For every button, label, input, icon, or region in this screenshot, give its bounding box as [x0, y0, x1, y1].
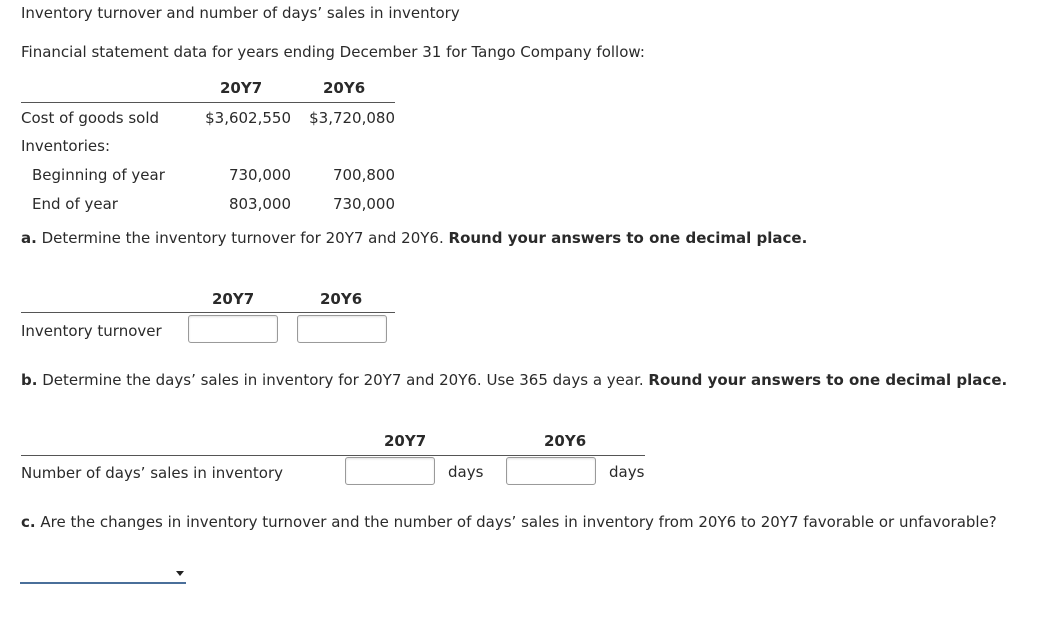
part-b-text: Determine the days’ sales in inventory for 20Y7 and 20Y6. Use 365 days a year.: [37, 371, 649, 389]
beginning-20y7: 730,000: [228, 166, 291, 184]
part-b-header-20y6: 20Y6: [544, 432, 587, 450]
row-label-cogs: Cost of goods sold: [21, 109, 160, 127]
end-20y6: 730,000: [332, 195, 395, 213]
table-header-rule: [21, 102, 395, 103]
table-header-20y6: 20Y6: [323, 79, 366, 97]
days-unit-20y6: days: [609, 463, 645, 481]
part-a-prefix: a.: [21, 229, 37, 247]
table-header-20y7: 20Y7: [220, 79, 263, 97]
days-sales-20y7-input[interactable]: [345, 457, 435, 485]
part-c-prefix: c.: [21, 513, 36, 531]
part-a-question: [21, 229, 807, 247]
row-label-inventories: Inventories:: [21, 137, 111, 155]
chevron-down-icon: [176, 571, 184, 576]
cogs-20y7: $3,602,550: [205, 109, 291, 127]
part-c-question: [21, 513, 997, 531]
page-title: Inventory turnover and number of days’ sales in inventory: [21, 4, 460, 22]
part-a-header-20y7: 20Y7: [212, 290, 255, 308]
part-b-question: [21, 371, 1007, 389]
inventory-turnover-20y7-input[interactable]: [188, 315, 278, 343]
days-sales-20y6-input[interactable]: [506, 457, 596, 485]
part-a-header-20y6: 20Y6: [320, 290, 363, 308]
favorable-dropdown[interactable]: [20, 565, 186, 584]
part-b-prefix: b.: [21, 371, 38, 389]
part-a-header-rule: [21, 312, 395, 313]
part-a-row-label: Inventory turnover: [21, 322, 162, 340]
row-label-beginning: Beginning of year: [32, 166, 165, 184]
part-a-bold: Round your answers to one decimal place.: [448, 229, 808, 247]
part-a-text: Determine the inventory turnover for 20Y7 and 20Y6.: [36, 229, 449, 247]
days-unit-20y7: days: [448, 463, 484, 481]
part-b-row-label: Number of days’ sales in inventory: [21, 464, 284, 482]
cogs-20y6: $3,720,080: [309, 109, 395, 127]
intro-text: Financial statement data for years ending December 31 for Tango Company follow:: [21, 43, 645, 61]
end-20y7: 803,000: [228, 195, 291, 213]
part-b-bold: Round your answers to one decimal place.: [648, 371, 1008, 389]
part-b-header-20y7: 20Y7: [384, 432, 427, 450]
inventory-turnover-20y6-input[interactable]: [297, 315, 387, 343]
part-c-text: Are the changes in inventory turnover and the number of days’ sales in inventory from 20Y6 to 20Y7 favorable or unfavorable?: [35, 513, 997, 531]
row-label-end: End of year: [32, 195, 118, 213]
beginning-20y6: 700,800: [332, 166, 395, 184]
part-b-header-rule: [21, 455, 645, 456]
